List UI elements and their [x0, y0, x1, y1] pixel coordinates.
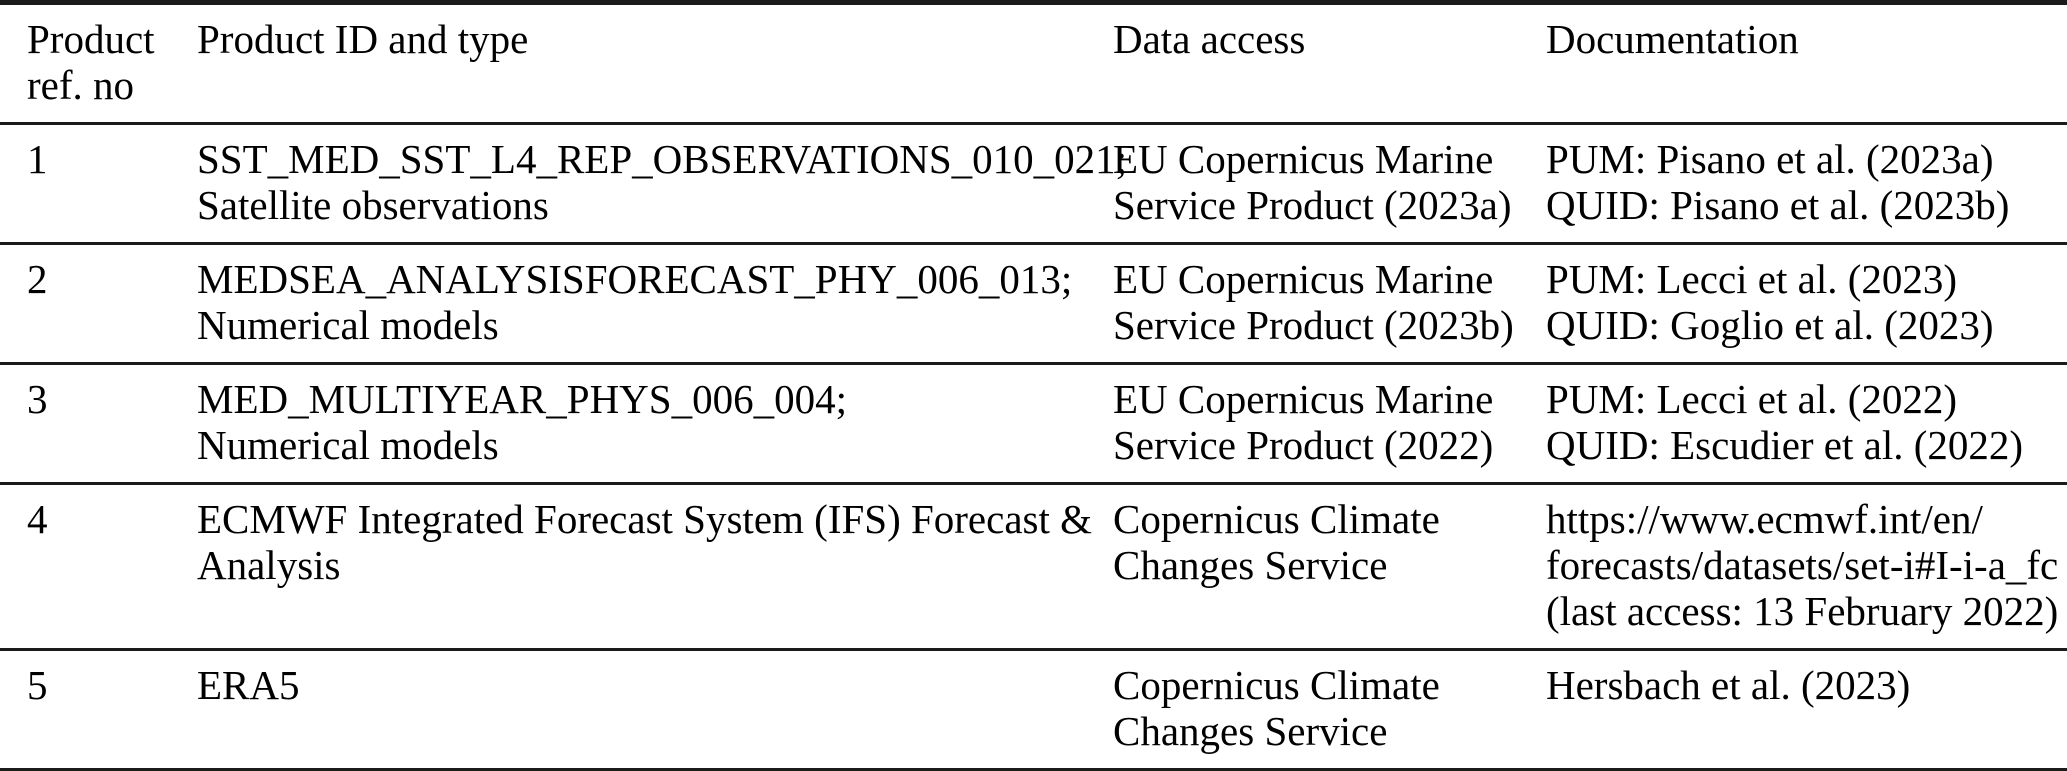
- table-row-product-3: [0, 362, 2067, 482]
- cell-line: PUM: Lecci et al. (2022): [1546, 376, 1958, 422]
- table-row-product-4: [0, 482, 2067, 648]
- cell-line: ERA5: [197, 662, 300, 708]
- cell-product-id-and-type: [197, 376, 1113, 468]
- table-header-row: [0, 5, 2067, 122]
- cell-data-access: [1113, 256, 1546, 348]
- cell-line: Service Product (2023a): [1113, 182, 1512, 228]
- cell-line: Changes Service: [1113, 708, 1388, 754]
- cell-product-ref-no: [27, 496, 197, 634]
- cell-product-ref-no: [27, 662, 197, 754]
- cell-documentation: [1546, 496, 2067, 634]
- table-row-product-5: [0, 648, 2067, 768]
- cell-data-access: [1113, 376, 1546, 468]
- cell-product-id-and-type: [197, 662, 1113, 754]
- cell-line: 3: [27, 376, 48, 422]
- cell-line: Copernicus Climate: [1113, 662, 1440, 708]
- cell-line: EU Copernicus Marine: [1113, 376, 1494, 422]
- ecmwf-url-line[interactable]: forecasts/datasets/set-i#I-i-a_fc: [1546, 542, 2059, 588]
- ecmwf-url-line[interactable]: https://www.ecmwf.int/en/: [1546, 496, 1983, 542]
- cell-documentation: [1546, 256, 2067, 348]
- cell-line: ECMWF Integrated Forecast System (IFS) Forecast &: [197, 496, 1093, 542]
- header-line: Product ID and type: [197, 16, 529, 62]
- header-line: ref. no: [27, 62, 135, 108]
- cell-line: QUID: Goglio et al. (2023): [1546, 302, 1994, 348]
- cell-data-access: [1113, 662, 1546, 754]
- cell-line: Hersbach et al. (2023): [1546, 662, 1911, 708]
- cell-data-access: [1113, 496, 1546, 634]
- cell-line: Service Product (2022): [1113, 422, 1494, 468]
- cell-line: Numerical models: [197, 422, 499, 468]
- cell-line: 1: [27, 136, 48, 182]
- cell-product-ref-no: [27, 256, 197, 348]
- cell-line: EU Copernicus Marine: [1113, 136, 1494, 182]
- cell-product-id-and-type: [197, 136, 1128, 228]
- cell-line: Changes Service: [1113, 542, 1388, 588]
- cell-line: PUM: Pisano et al. (2023a): [1546, 136, 1994, 182]
- header-line: Product: [27, 16, 155, 62]
- cell-line: 5: [27, 662, 48, 708]
- cell-line: (last access: 13 February 2022): [1546, 588, 2059, 634]
- cell-line: QUID: Escudier et al. (2022): [1546, 422, 2024, 468]
- cell-line: MEDSEA_ANALYSISFORECAST_PHY_006_013;: [197, 256, 1073, 302]
- cell-line: Service Product (2023b): [1113, 302, 1514, 348]
- col-header-documentation: [1546, 16, 2067, 108]
- cell-line: EU Copernicus Marine: [1113, 256, 1494, 302]
- cell-product-id-and-type: [197, 496, 1113, 634]
- cell-product-ref-no: [27, 376, 197, 468]
- cell-documentation: [1546, 136, 2067, 228]
- cell-line: SST_MED_SST_L4_REP_OBSERVATIONS_010_021;: [197, 136, 1128, 182]
- cell-product-id-and-type: [197, 256, 1113, 348]
- cell-line: Copernicus Climate: [1113, 496, 1440, 542]
- header-line: Documentation: [1546, 16, 1799, 62]
- cell-line: Satellite observations: [197, 182, 549, 228]
- cell-line: Analysis: [197, 542, 341, 588]
- cell-line: PUM: Lecci et al. (2023): [1546, 256, 1958, 302]
- table-row-product-1: [0, 122, 2067, 242]
- cell-line: 2: [27, 256, 48, 302]
- table-row-product-2: [0, 242, 2067, 362]
- cell-line: Numerical models: [197, 302, 499, 348]
- cell-data-access: [1113, 136, 1546, 228]
- cell-documentation: [1546, 662, 2067, 754]
- col-header-data-access: [1113, 16, 1546, 108]
- cell-line: MED_MULTIYEAR_PHYS_006_004;: [197, 376, 847, 422]
- ecmwf-dataset-link[interactable]: [1546, 496, 2067, 588]
- cell-documentation: [1546, 376, 2067, 468]
- cell-product-ref-no: [27, 136, 197, 228]
- header-line: Data access: [1113, 16, 1306, 62]
- cell-line: 4: [27, 496, 48, 542]
- cell-line: QUID: Pisano et al. (2023b): [1546, 182, 2010, 228]
- col-header-product-id-and-type: [197, 16, 1113, 108]
- col-header-product-ref-no: [27, 16, 197, 108]
